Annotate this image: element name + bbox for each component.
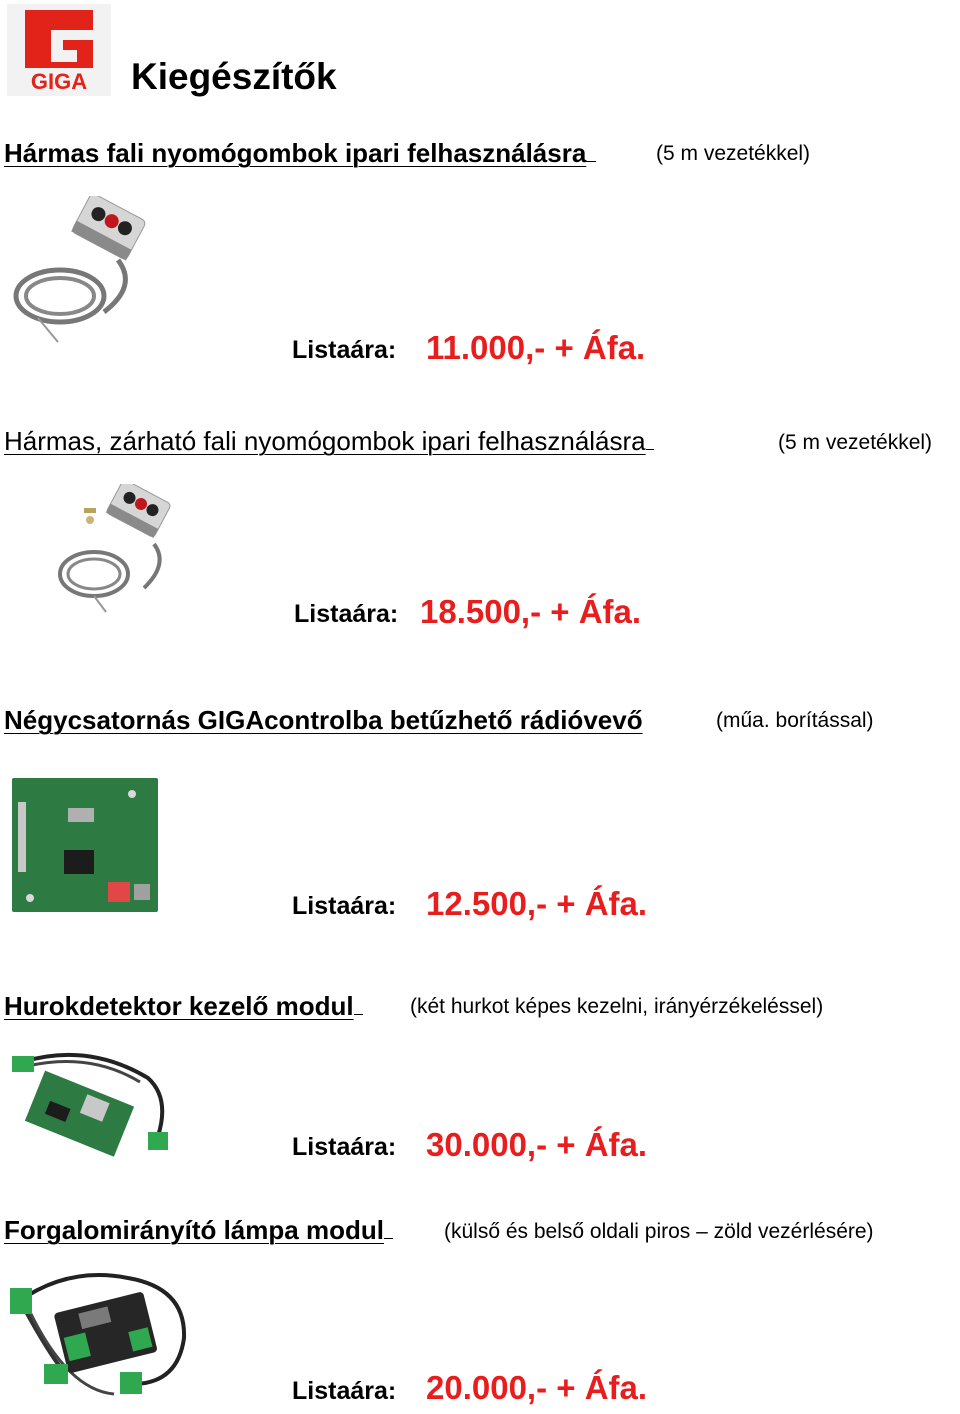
product-3-heading	[4, 705, 643, 736]
product-note: (5 m vezetékkel)	[778, 431, 933, 454]
price-label: Listaára:	[292, 336, 397, 364]
product-2-heading	[4, 426, 654, 457]
price-label: Listaára:	[292, 1133, 397, 1161]
price-value: 20.000,- + Áfa.	[426, 1369, 648, 1406]
product-5-heading	[4, 1215, 393, 1246]
price-value: 30.000,- + Áfa.	[426, 1126, 648, 1163]
lockable-push-button-box-icon	[54, 484, 174, 614]
price-label: Listaára:	[292, 892, 397, 920]
product-title: Négycsatornás GIGAcontrolba betűzhető rádióvevő	[4, 705, 643, 735]
product-note: (külső és belső oldali piros – zöld vezérlésére)	[444, 1220, 874, 1243]
product-note: (két hurkot képes kezelni, irányérzékeléssel)	[410, 995, 824, 1018]
svg-text:GIGA: GIGA	[30, 69, 88, 94]
traffic-light-module-icon	[8, 1272, 190, 1402]
price-label: Listaára:	[294, 600, 399, 628]
product-note: (műa. borítással)	[716, 709, 874, 732]
price-value: 18.500,- + Áfa.	[420, 593, 642, 630]
price-value: 12.500,- + Áfa.	[426, 885, 648, 922]
giga-logo	[7, 4, 111, 96]
price-label: Listaára:	[292, 1377, 397, 1405]
price-value: 11.000,- + Áfa.	[426, 329, 646, 366]
product-title: Hármas fali nyomógombok ipari felhasználásra	[4, 138, 587, 168]
product-4-heading	[4, 991, 363, 1022]
product-title: Hurokdetektor kezelő modul	[4, 991, 354, 1021]
product-title: Hármas, zárható fali nyomógombok ipari felhasználásra	[4, 426, 646, 456]
loop-detector-module-icon	[8, 1048, 170, 1158]
product-note: (5 m vezetékkel)	[656, 142, 811, 165]
product-title: Forgalomirányító lámpa modul	[4, 1215, 384, 1245]
receiver-board-icon	[12, 778, 158, 912]
push-button-box-icon	[8, 196, 148, 348]
product-1-heading	[4, 138, 596, 169]
page-title: Kiegészítők	[131, 56, 337, 97]
